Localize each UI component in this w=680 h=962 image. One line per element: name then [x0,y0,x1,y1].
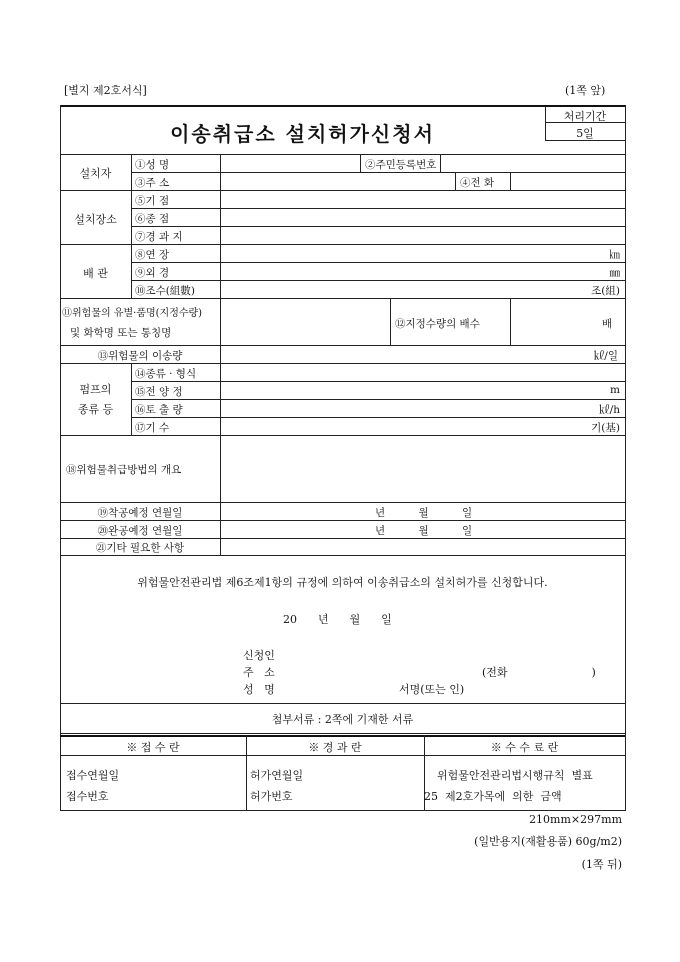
col-line [220,154,221,298]
row-line [60,520,625,521]
row-line [60,555,625,556]
via-point-label: ⑦경 과 지 [135,231,183,243]
end-date-ymd: 년 월 일 [375,525,473,537]
paper-size: 210mm×297mm [529,813,622,826]
count-label: ⑩조수(組數) [135,285,195,297]
hazmat-type-label-2: 및 화학명 또는 통칭명 [70,327,172,339]
transfer-label: ⑬위험물의 이송량 [97,350,183,362]
end-date-label: ⑳완공예정 연월일 [97,525,183,537]
pump-output-unit: ㎘/h [599,404,620,416]
row-line [60,244,625,245]
application-date: 20 년 월 일 [283,613,392,626]
address-label: ③주 소 [135,177,170,189]
receipt-date-label: 접수연월일 [66,769,120,782]
multiple-label: ⑫지정수량의 배수 [395,318,480,330]
pump-units-unit: 기(基) [591,422,620,434]
row-line [60,345,625,346]
col-line [131,363,132,435]
row-line [131,226,625,227]
start-date-label: ⑲착공예정 연월일 [97,507,183,519]
pump-units-label: ⑰기 수 [135,422,170,434]
piping-group-label: 배 관 [83,267,108,280]
page-title: 이송취급소 설치허가신청서 [170,122,435,146]
col-line [510,172,511,190]
pump-group-label: 펌프의 [79,383,112,396]
form-id: [별지 제2호서식] [64,84,147,97]
attachment-note: 첨부서류 : 2쪽에 기재한 서류 [271,713,414,726]
row-line [60,435,625,436]
row-line [60,810,625,811]
col-line [390,298,391,345]
row-line [60,363,625,364]
length-unit: ㎞ [609,249,620,261]
applicant-name-label: 성 명 [243,683,275,696]
page-back-label: (1쪽 뒤) [581,858,622,871]
row-line [60,298,625,299]
row-line [60,703,625,704]
applicant-phone-label: (전화 ) [482,666,596,679]
row-line [60,755,625,756]
permit-number-label: 허가번호 [250,790,293,803]
form-top-border [60,105,625,107]
row-line [131,381,625,382]
row-line [131,208,625,209]
method-label: ⑱위험물취급방법의 개요 [66,464,182,476]
col-line [360,154,361,172]
col-line [131,154,132,298]
paper-stock: (일반용지(재활용품) 60g/m2) [474,835,622,848]
name-label: ①성 명 [135,159,170,171]
other-label: ㉑기타 필요한 사항 [95,542,185,554]
page-front-label: (1쪽 앞) [565,84,606,97]
row-line [60,735,625,737]
row-line [131,399,625,400]
pump-type-label: ⑭종류 · 형식 [135,368,197,380]
receipt-header: ※ 접 수 란 [126,741,180,754]
processing-period-label: 처리기간 [563,110,607,123]
phone-label: ④전 화 [460,177,495,189]
col-line [220,298,221,555]
length-label: ⑧연 장 [135,249,170,261]
row-line [131,172,625,173]
start-point-label: ⑤기 점 [135,195,170,207]
pump-group-label-2: 종류 등 [77,403,114,416]
permit-date-label: 허가연월일 [250,769,304,782]
row-line [60,190,625,191]
transfer-unit: ㎘/일 [593,350,618,362]
progress-header: ※ 경 과 란 [308,741,362,754]
row-line [131,417,625,418]
rrn-label: ②주민등록번호 [365,159,437,171]
pump-head-unit: m [610,384,620,396]
row-line [131,262,625,263]
diameter-label: ⑨외 경 [135,267,170,279]
start-date-ymd: 년 월 일 [375,507,473,519]
row-line [60,538,625,539]
form-right-border [625,105,626,811]
col-line [440,154,441,172]
row-line [131,280,625,281]
declaration-text: 위험물안전관리법 제6조제1항의 규정에 의하여 이송취급소의 설치허가를 신청합니다. [137,576,548,589]
col-line [455,172,456,190]
count-unit: 조(組) [591,285,620,297]
multiple-unit: 배 [601,318,612,330]
diameter-unit: ㎜ [609,267,620,279]
row-line [60,154,625,155]
location-group-label: 설치장소 [74,213,117,226]
processing-period-value: 5일 [576,127,594,140]
fee-header: ※ 수 수 료 란 [490,741,559,754]
installer-group-label: 설치자 [79,167,112,180]
signature-label: 서명(또는 인) [399,683,465,696]
row-line [60,502,625,503]
hazmat-type-label: ⑪위험물의 유별·품명(지정수량) [62,308,203,319]
end-point-label: ⑥종 점 [135,213,170,225]
pump-head-label: ⑮전 양 정 [135,386,183,398]
pump-output-label: ⑯토 출 량 [135,404,183,416]
fee-text-2: 25 제2호가목에 의한 금액 [424,790,562,803]
row-line [60,733,625,734]
receipt-number-label: 접수번호 [66,790,109,803]
applicant-label: 신청인 [243,649,275,662]
applicant-address-label: 주 소 [243,666,275,679]
fee-text-1: 위험물안전관리법시행규칙 별표 [437,769,593,782]
